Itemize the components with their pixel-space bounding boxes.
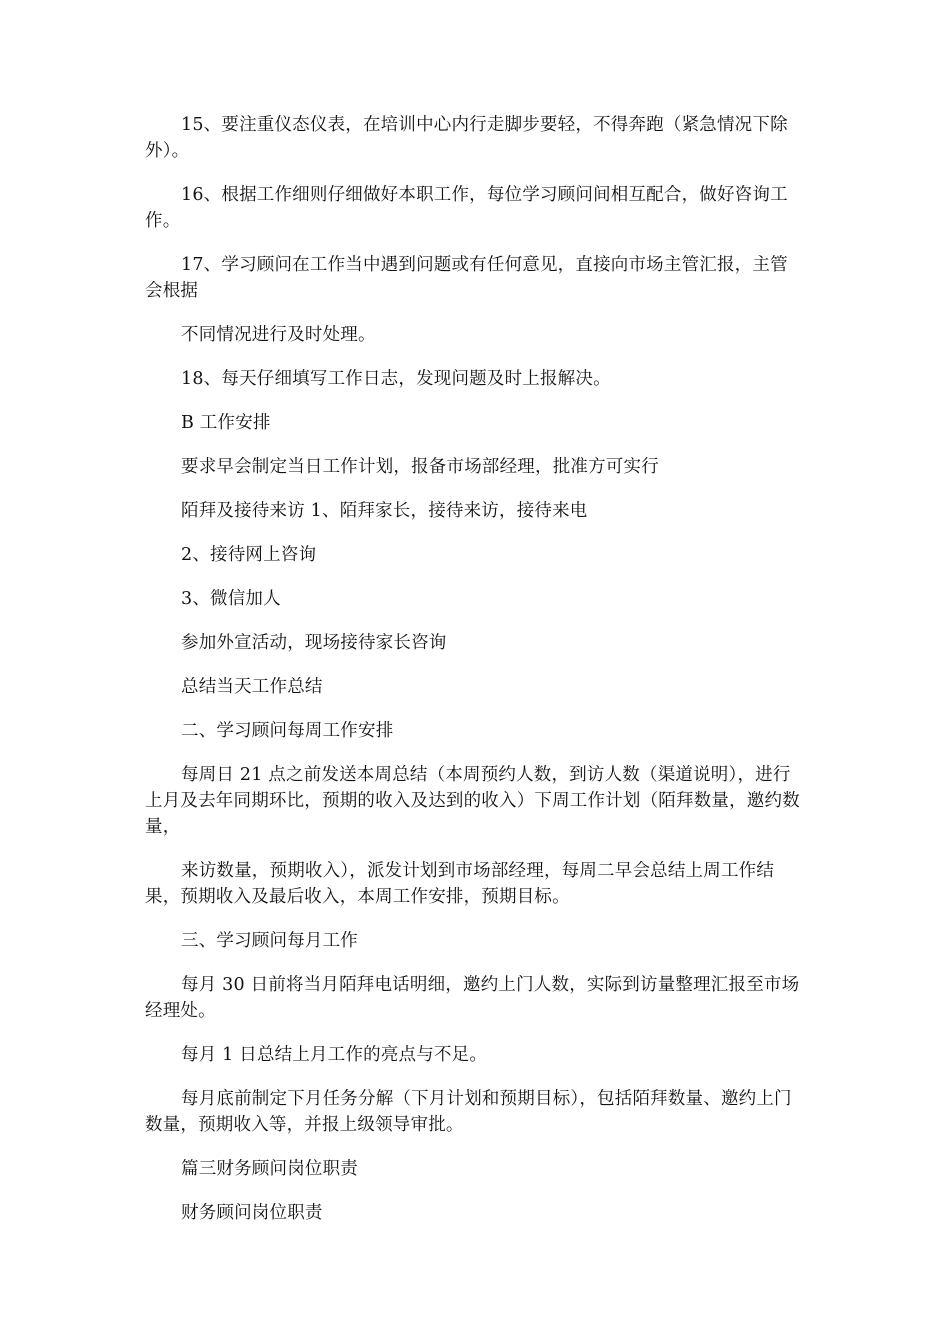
document-body <box>145 112 805 1244</box>
paragraph-morning-meeting: 要求早会制定当日工作计划，报备市场部经理，批准方可实行 <box>181 457 659 477</box>
section-heading-monthly: 三、学习顾问每月工作 <box>181 931 358 951</box>
paragraph-monthly-report: 每月 30 日前将当月陌拜电话明细，邀约上门人数，实际到访量整理汇报至市场经理处。 <box>145 975 800 1021</box>
paragraph-17: 17、学习顾问在工作当中遇到问题或有任何意见，直接向市场主管汇报，主管会根据 <box>145 255 788 301</box>
section-heading-weekly: 二、学习顾问每周工作安排 <box>181 721 394 741</box>
paragraph-monthly-plan: 每月底前制定下月任务分解（下月计划和预期目标），包括陌拜数量、邀约上门数量，预期收入等，并报上级领导审批。 <box>145 1089 792 1135</box>
paragraph-visits: 陌拜及接待来访 1、陌拜家长，接待来访，接待来电 <box>181 501 588 521</box>
paragraph-weekly-summary: 每周日 21 点之前发送本周总结（本周预约人数，到访人数（渠道说明），进行上月及去年同期环比，预期的收入及达到的收入）下周工作计划（陌拜数量，邀约数量， <box>145 765 800 837</box>
section-heading-finance-duties: 财务顾问岗位职责 <box>181 1203 323 1223</box>
paragraph-wechat: 3、微信加人 <box>181 589 281 609</box>
paragraph-18: 18、每天仔细填写工作日志，发现问题及时上报解决。 <box>181 369 611 389</box>
paragraph-16: 16、根据工作细则仔细做好本职工作，每位学习顾问间相互配合，做好咨询工作。 <box>145 185 788 231</box>
paragraph-daily-summary: 总结当天工作总结 <box>181 677 323 697</box>
paragraph-outreach: 参加外宣活动，现场接待家长咨询 <box>181 633 447 653</box>
paragraph-17-continued: 不同情况进行及时处理。 <box>181 325 376 345</box>
paragraph-monthly-review: 每月 1 日总结上月工作的亮点与不足。 <box>181 1045 488 1065</box>
section-heading-work-arrangement: B 工作安排 <box>181 413 271 433</box>
paragraph-online-consulting: 2、接待网上咨询 <box>181 545 317 565</box>
paragraph-weekly-plan: 来访数量，预期收入），派发计划到市场部经理，每周二早会总结上周工作结果，预期收入及最后收入，本周工作安排，预期目标。 <box>145 861 775 907</box>
paragraph-15: 15、要注重仪态仪表，在培训中心内行走脚步要轻，不得奔跑（紧急情况下除外）。 <box>145 115 788 161</box>
section-heading-chapter-three: 篇三财务顾问岗位职责 <box>181 1159 358 1179</box>
